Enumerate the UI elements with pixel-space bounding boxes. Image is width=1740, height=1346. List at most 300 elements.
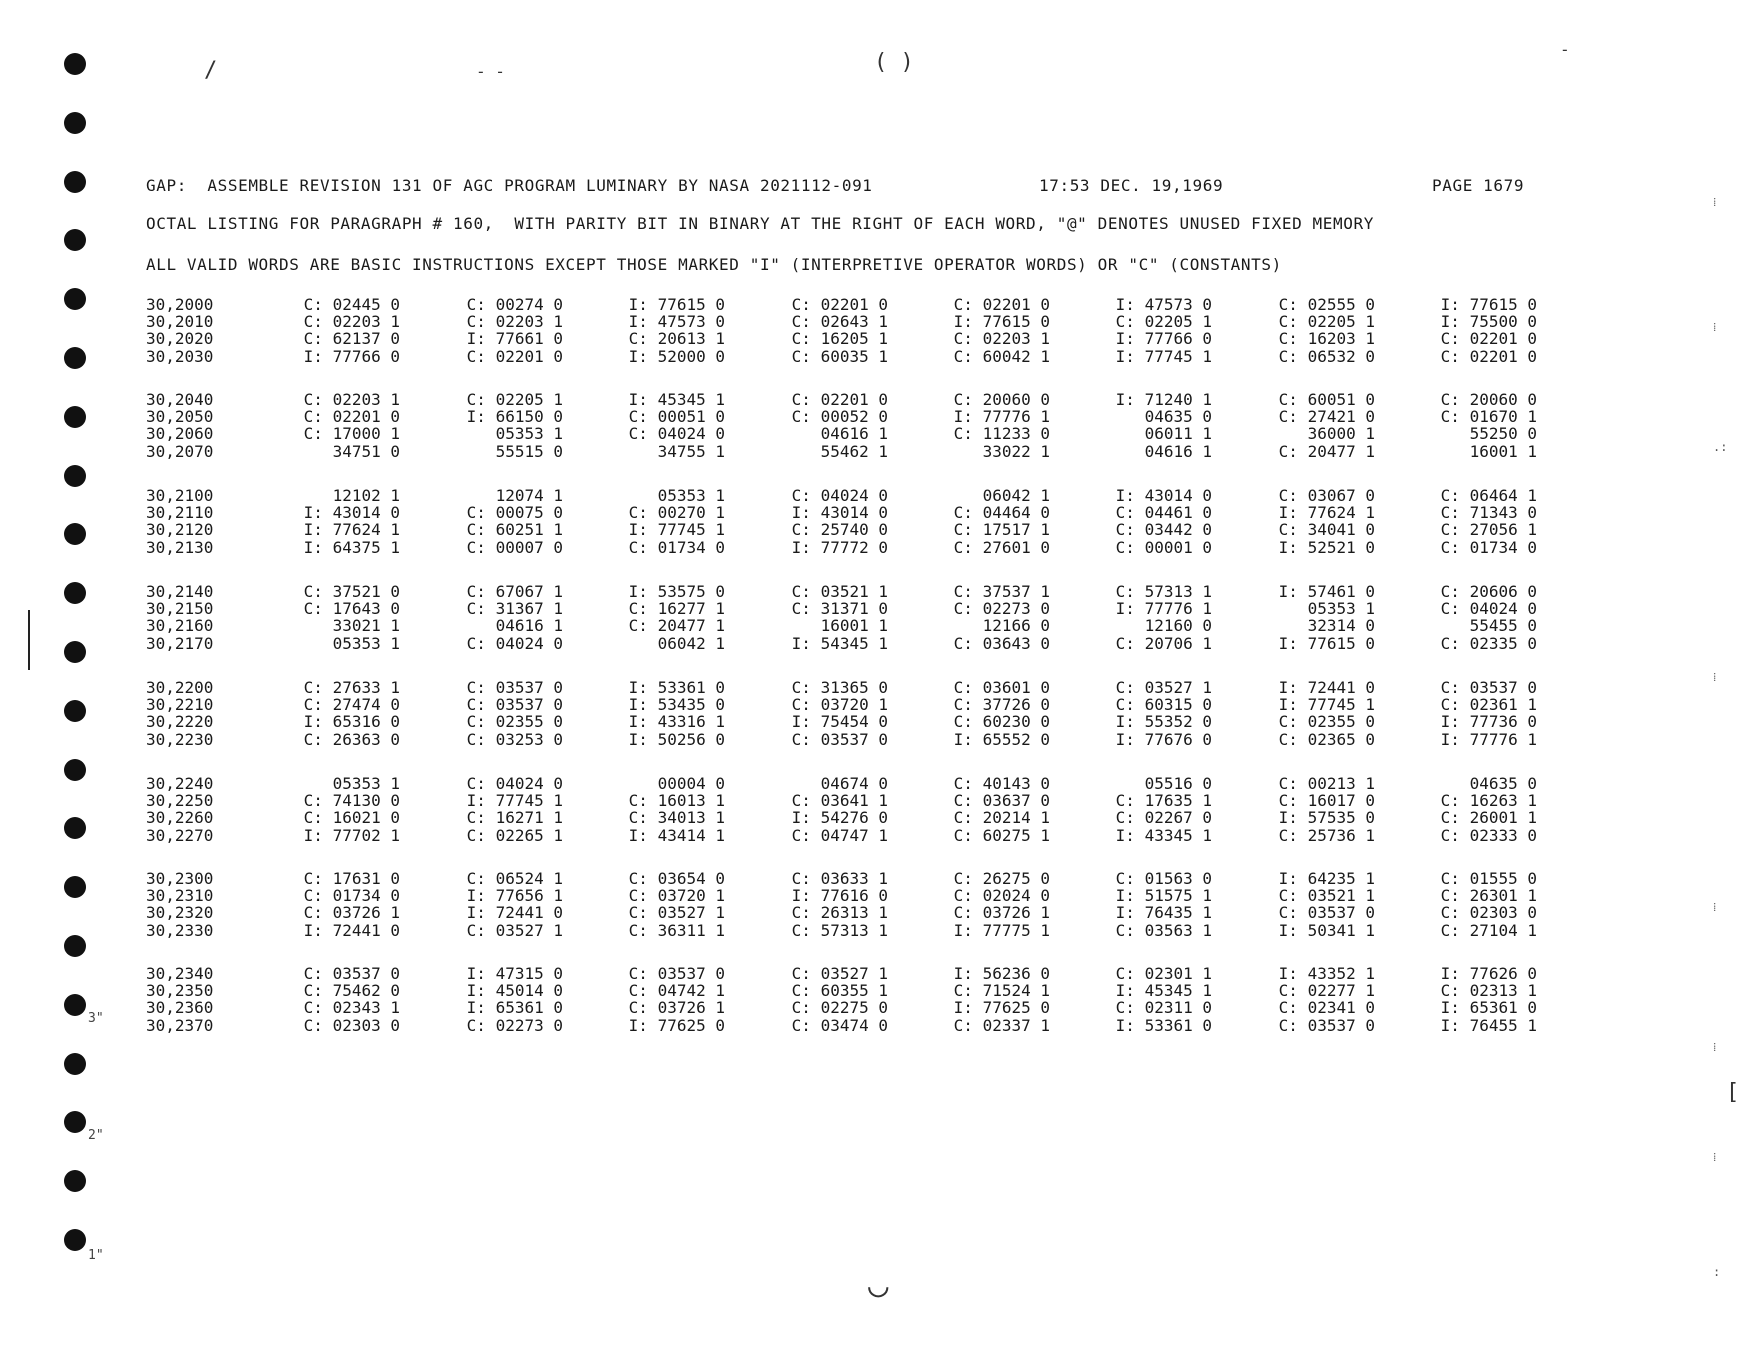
octal-word: C: 60275 1 (953, 826, 1050, 845)
octal-word: C: 20214 1 (953, 808, 1050, 827)
octal-word: C: 04024 0 (1440, 599, 1537, 618)
listing-row (146, 407, 1546, 424)
address-label: 30,2240 (146, 774, 214, 793)
listing-row (146, 582, 1546, 599)
address-label: 30,2230 (146, 730, 214, 749)
octal-word: C: 37537 1 (953, 582, 1050, 601)
octal-word: C: 20606 0 (1440, 582, 1537, 601)
octal-word: C: 60315 0 (1115, 695, 1212, 714)
octal-word: C: 02311 0 (1115, 998, 1212, 1017)
octal-word: I: 77766 0 (303, 347, 400, 366)
address-label: 30,2150 (146, 599, 214, 618)
octal-word: C: 03537 0 (1278, 903, 1375, 922)
octal-word: I: 56236 0 (953, 964, 1050, 983)
address-label: 30,2320 (146, 903, 214, 922)
edge-line (28, 610, 30, 670)
octal-word: C: 60230 0 (953, 712, 1050, 731)
address-label: 30,2130 (146, 538, 214, 557)
octal-word: 04616 1 (820, 424, 888, 443)
octal-word: C: 03726 1 (953, 903, 1050, 922)
octal-word: C: 62137 0 (303, 329, 400, 348)
punch-hole (64, 994, 86, 1016)
listing-row (146, 774, 1546, 791)
punch-hole (64, 876, 86, 898)
octal-word: C: 26301 1 (1440, 886, 1537, 905)
listing-row (146, 886, 1546, 903)
listing-row (146, 538, 1546, 555)
punch-hole (64, 288, 86, 310)
octal-word: C: 02303 0 (1440, 903, 1537, 922)
octal-word: C: 04461 0 (1115, 503, 1212, 522)
octal-word: I: 53361 0 (1115, 1016, 1212, 1035)
octal-word: I: 77775 1 (953, 921, 1050, 940)
address-label: 30,2040 (146, 390, 214, 409)
listing-row (146, 390, 1546, 407)
punch-hole (64, 817, 86, 839)
octal-word: C: 03521 1 (791, 582, 888, 601)
octal-word: I: 47315 0 (466, 964, 563, 983)
octal-word: C: 16013 1 (628, 791, 725, 810)
octal-word: C: 02203 1 (303, 312, 400, 331)
octal-word: C: 02355 0 (1278, 712, 1375, 731)
listing-row (146, 295, 1546, 312)
octal-word: I: 43352 1 (1278, 964, 1375, 983)
octal-word: C: 20060 0 (1440, 390, 1537, 409)
octal-word: 36000 1 (1307, 424, 1375, 443)
octal-word: C: 03641 1 (791, 791, 888, 810)
octal-word: I: 77702 1 (303, 826, 400, 845)
octal-word: C: 60251 1 (466, 520, 563, 539)
octal-word: C: 02024 0 (953, 886, 1050, 905)
octal-word: C: 06524 1 (466, 869, 563, 888)
octal-word: C: 34013 1 (628, 808, 725, 827)
octal-word: C: 02203 1 (303, 390, 400, 409)
octal-word: 05353 1 (332, 774, 400, 793)
octal-word: C: 00270 1 (628, 503, 725, 522)
octal-word: I: 43014 0 (1115, 486, 1212, 505)
address-label: 30,2200 (146, 678, 214, 697)
octal-word: C: 26313 1 (791, 903, 888, 922)
listing-row (146, 599, 1546, 616)
stray-mark: ( ) (874, 50, 914, 75)
octal-word: C: 06532 0 (1278, 347, 1375, 366)
octal-word: C: 71524 1 (953, 981, 1050, 1000)
punch-hole (64, 1053, 86, 1075)
octal-word: C: 03527 1 (791, 964, 888, 983)
octal-word: I: 52000 0 (628, 347, 725, 366)
punch-hole (64, 171, 86, 193)
octal-word: C: 36311 1 (628, 921, 725, 940)
octal-word: C: 03563 1 (1115, 921, 1212, 940)
octal-word: I: 64235 1 (1278, 869, 1375, 888)
octal-word: C: 02201 0 (953, 295, 1050, 314)
octal-word: C: 03537 0 (1278, 1016, 1375, 1035)
address-label: 30,2360 (146, 998, 214, 1017)
address-label: 30,2100 (146, 486, 214, 505)
octal-word: I: 75500 0 (1440, 312, 1537, 331)
address-label: 30,2300 (146, 869, 214, 888)
punch-hole (64, 1111, 86, 1133)
octal-word: I: 77776 1 (1115, 599, 1212, 618)
octal-word: C: 20706 1 (1115, 634, 1212, 653)
octal-word: C: 31367 1 (466, 599, 563, 618)
octal-word: I: 57461 0 (1278, 582, 1375, 601)
octal-word: C: 02265 1 (466, 826, 563, 845)
listing-row (146, 678, 1546, 695)
octal-word: I: 50256 0 (628, 730, 725, 749)
octal-word: C: 60035 1 (791, 347, 888, 366)
octal-word: I: 77626 0 (1440, 964, 1537, 983)
octal-word: C: 31371 0 (791, 599, 888, 618)
address-label: 30,2250 (146, 791, 214, 810)
octal-word: C: 20477 1 (1278, 442, 1375, 461)
octal-word: C: 20060 0 (953, 390, 1050, 409)
address-label: 30,2170 (146, 634, 214, 653)
octal-word: C: 03537 0 (628, 964, 725, 983)
octal-word: C: 67067 1 (466, 582, 563, 601)
octal-word: 33022 1 (982, 442, 1050, 461)
octal-word: C: 01734 0 (1440, 538, 1537, 557)
address-label: 30,2330 (146, 921, 214, 940)
octal-word: C: 17631 0 (303, 869, 400, 888)
address-label: 30,2120 (146, 520, 214, 539)
octal-word: 34751 0 (332, 442, 400, 461)
octal-word: I: 51575 1 (1115, 886, 1212, 905)
octal-word: 12160 0 (1144, 616, 1212, 635)
octal-word: 00004 0 (657, 774, 725, 793)
octal-word: C: 03654 0 (628, 869, 725, 888)
edge-mark: .: (1713, 440, 1728, 454)
octal-word: I: 47573 0 (1115, 295, 1212, 314)
octal-word: C: 03253 0 (466, 730, 563, 749)
octal-word: I: 77656 1 (466, 886, 563, 905)
octal-word: C: 03637 0 (953, 791, 1050, 810)
octal-word: I: 77776 1 (953, 407, 1050, 426)
margin-mark-2: 2" (88, 1128, 104, 1143)
punch-hole (64, 229, 86, 251)
octal-word: C: 04024 0 (466, 634, 563, 653)
octal-word: C: 03527 1 (1115, 678, 1212, 697)
octal-word: 55515 0 (495, 442, 563, 461)
octal-word: I: 77766 0 (1115, 329, 1212, 348)
edge-bracket: [ (1726, 1080, 1740, 1105)
octal-word: I: 77745 1 (628, 520, 725, 539)
listing-row (146, 347, 1546, 364)
octal-word: C: 02205 1 (1278, 312, 1375, 331)
octal-word: C: 27056 1 (1440, 520, 1537, 539)
octal-word: C: 02337 1 (953, 1016, 1050, 1035)
octal-word: 55250 0 (1469, 424, 1537, 443)
octal-word: C: 03726 1 (628, 998, 725, 1017)
punch-hole (64, 53, 86, 75)
octal-word: I: 72441 0 (1278, 678, 1375, 697)
octal-word: I: 77616 0 (791, 886, 888, 905)
octal-word: 05353 1 (657, 486, 725, 505)
octal-word: 33021 1 (332, 616, 400, 635)
octal-word: C: 02201 0 (466, 347, 563, 366)
octal-word: C: 16205 1 (791, 329, 888, 348)
octal-word: I: 77736 0 (1440, 712, 1537, 731)
octal-word: C: 60051 0 (1278, 390, 1375, 409)
listing-row (146, 486, 1546, 503)
listing-row (146, 730, 1546, 747)
octal-word: I: 53361 0 (628, 678, 725, 697)
octal-word: I: 53435 0 (628, 695, 725, 714)
address-label: 30,2260 (146, 808, 214, 827)
header-page-number: PAGE 1679 (1432, 176, 1525, 195)
octal-word: C: 04024 0 (466, 774, 563, 793)
octal-word: I: 43014 0 (303, 503, 400, 522)
address-label: 30,2020 (146, 329, 214, 348)
address-label: 30,2030 (146, 347, 214, 366)
octal-word: I: 77615 0 (953, 312, 1050, 331)
octal-word: 05353 1 (1307, 599, 1375, 618)
octal-word: C: 02335 0 (1440, 634, 1537, 653)
octal-word: C: 37726 0 (953, 695, 1050, 714)
octal-word: C: 03720 1 (628, 886, 725, 905)
address-label: 30,2220 (146, 712, 214, 731)
octal-word: C: 17643 0 (303, 599, 400, 618)
listing-row (146, 520, 1546, 537)
octal-word: C: 02267 0 (1115, 808, 1212, 827)
punch-hole (64, 1170, 86, 1192)
octal-word: I: 55352 0 (1115, 712, 1212, 731)
octal-word: C: 02201 0 (1440, 347, 1537, 366)
octal-word: I: 77745 1 (1115, 347, 1212, 366)
address-label: 30,2110 (146, 503, 214, 522)
header-line-2: OCTAL LISTING FOR PARAGRAPH # 160, WITH PARITY BIT IN BINARY AT THE RIGHT OF EACH WORD, "@" DENOTES UNUSED FIXED MEMORY (146, 214, 1374, 233)
octal-word: 16001 1 (820, 616, 888, 635)
octal-word: C: 74130 0 (303, 791, 400, 810)
octal-word: C: 03537 0 (303, 964, 400, 983)
octal-word: C: 03067 0 (1278, 486, 1375, 505)
margin-mark-1: 1" (88, 1248, 104, 1263)
octal-word: I: 50341 1 (1278, 921, 1375, 940)
octal-word: C: 02445 0 (303, 295, 400, 314)
listing-row (146, 869, 1546, 886)
octal-word: C: 03521 1 (1278, 886, 1375, 905)
octal-word: I: 77776 1 (1440, 730, 1537, 749)
edge-mark: : (1713, 1265, 1721, 1279)
octal-word: I: 47573 0 (628, 312, 725, 331)
octal-word: C: 02203 1 (466, 312, 563, 331)
octal-word: I: 77615 0 (1440, 295, 1537, 314)
octal-word: C: 16271 1 (466, 808, 563, 827)
octal-word: 05516 0 (1144, 774, 1212, 793)
address-label: 30,2070 (146, 442, 214, 461)
octal-word: I: 54345 1 (791, 634, 888, 653)
stray-mark: ◡ (868, 1265, 889, 1305)
stray-mark: - (1560, 40, 1570, 59)
octal-word: C: 02355 0 (466, 712, 563, 731)
listing-row (146, 998, 1546, 1015)
octal-word: I: 45014 0 (466, 981, 563, 1000)
octal-word: I: 65361 0 (1440, 998, 1537, 1017)
listing-row (146, 503, 1546, 520)
octal-word: I: 77625 0 (628, 1016, 725, 1035)
octal-word: I: 64375 1 (303, 538, 400, 557)
octal-word: C: 02313 1 (1440, 981, 1537, 1000)
octal-word: C: 02273 0 (466, 1016, 563, 1035)
octal-word: C: 00001 0 (1115, 538, 1212, 557)
octal-word: C: 34041 0 (1278, 520, 1375, 539)
octal-word: 32314 0 (1307, 616, 1375, 635)
punch-hole (64, 406, 86, 428)
octal-word: 05353 1 (495, 424, 563, 443)
octal-word: C: 03537 0 (791, 730, 888, 749)
octal-word: C: 02643 1 (791, 312, 888, 331)
edge-mark: ⁞ (1713, 900, 1717, 914)
octal-word: C: 71343 0 (1440, 503, 1537, 522)
octal-word: 05353 1 (332, 634, 400, 653)
octal-word: C: 20613 1 (628, 329, 725, 348)
octal-word: I: 77615 0 (1278, 634, 1375, 653)
octal-word: I: 77676 0 (1115, 730, 1212, 749)
octal-word: C: 16203 1 (1278, 329, 1375, 348)
listing-row (146, 616, 1546, 633)
punch-hole (64, 759, 86, 781)
listing-row (146, 921, 1546, 938)
octal-word: C: 02205 1 (1115, 312, 1212, 331)
octal-word: C: 17517 1 (953, 520, 1050, 539)
octal-word: 04616 1 (495, 616, 563, 635)
listing-row (146, 964, 1546, 981)
octal-word: C: 01563 0 (1115, 869, 1212, 888)
octal-word: C: 00052 0 (791, 407, 888, 426)
listing-row (146, 695, 1546, 712)
listing-row (146, 634, 1546, 651)
octal-word: I: 54276 0 (791, 808, 888, 827)
octal-word: I: 77661 0 (466, 329, 563, 348)
octal-word: C: 04024 0 (791, 486, 888, 505)
address-label: 30,2160 (146, 616, 214, 635)
header-line-3: ALL VALID WORDS ARE BASIC INSTRUCTIONS EXCEPT THOSE MARKED "I" (INTERPRETIVE OPERATOR WORDS) OR "C" (CONSTANTS) (146, 255, 1282, 274)
octal-word: I: 43014 0 (791, 503, 888, 522)
punch-hole (64, 347, 86, 369)
octal-word: C: 00051 0 (628, 407, 725, 426)
punch-hole (64, 465, 86, 487)
octal-word: C: 01555 0 (1440, 869, 1537, 888)
octal-word: I: 75454 0 (791, 712, 888, 731)
octal-word: 34755 1 (657, 442, 725, 461)
octal-word: I: 65361 0 (466, 998, 563, 1017)
octal-word: C: 03527 1 (466, 921, 563, 940)
octal-word: 04674 0 (820, 774, 888, 793)
octal-word: C: 04742 1 (628, 981, 725, 1000)
listing-row (146, 808, 1546, 825)
octal-word: I: 43345 1 (1115, 826, 1212, 845)
listing-row (146, 424, 1546, 441)
octal-word: I: 77615 0 (628, 295, 725, 314)
address-label: 30,2050 (146, 407, 214, 426)
octal-word: I: 57535 0 (1278, 808, 1375, 827)
octal-word: I: 43316 1 (628, 712, 725, 731)
edge-mark: ⁞ (1713, 320, 1717, 334)
listing-row (146, 791, 1546, 808)
edge-mark: ⁞ (1713, 670, 1717, 684)
listing-row (146, 1016, 1546, 1033)
octal-word: I: 76435 1 (1115, 903, 1212, 922)
octal-word: C: 31365 0 (791, 678, 888, 697)
edge-mark: ⁞ (1713, 195, 1717, 209)
octal-word: C: 00075 0 (466, 503, 563, 522)
punch-hole (64, 523, 86, 545)
octal-word: C: 20477 1 (628, 616, 725, 635)
address-label: 30,2350 (146, 981, 214, 1000)
octal-word: C: 02361 1 (1440, 695, 1537, 714)
octal-word: 04635 0 (1469, 774, 1537, 793)
punch-hole (64, 112, 86, 134)
address-label: 30,2060 (146, 424, 214, 443)
octal-word: I: 65552 0 (953, 730, 1050, 749)
octal-word: C: 02201 0 (791, 295, 888, 314)
octal-word: C: 03726 1 (303, 903, 400, 922)
punch-hole (64, 935, 86, 957)
address-label: 30,2000 (146, 295, 214, 314)
octal-word: I: 45345 1 (628, 390, 725, 409)
octal-word: C: 02277 1 (1278, 981, 1375, 1000)
octal-word: C: 57313 1 (791, 921, 888, 940)
stray-mark: / (204, 58, 218, 83)
octal-word: C: 03537 0 (1440, 678, 1537, 697)
octal-word: C: 03601 0 (953, 678, 1050, 697)
octal-word: C: 03537 0 (466, 678, 563, 697)
octal-word: I: 45345 1 (1115, 981, 1212, 1000)
octal-word: C: 04747 1 (791, 826, 888, 845)
octal-word: 04635 0 (1144, 407, 1212, 426)
octal-word: C: 60355 1 (791, 981, 888, 1000)
punch-hole (64, 582, 86, 604)
octal-word: C: 02273 0 (953, 599, 1050, 618)
octal-word: 16001 1 (1469, 442, 1537, 461)
octal-word: C: 03442 0 (1115, 520, 1212, 539)
octal-word: 55462 1 (820, 442, 888, 461)
octal-word: 12102 1 (332, 486, 400, 505)
edge-mark: ⁞ (1713, 1150, 1717, 1164)
octal-word: I: 53575 0 (628, 582, 725, 601)
address-label: 30,2270 (146, 826, 214, 845)
octal-word: C: 04024 0 (628, 424, 725, 443)
octal-word: C: 25740 0 (791, 520, 888, 539)
octal-word: C: 03633 1 (791, 869, 888, 888)
address-label: 30,2140 (146, 582, 214, 601)
octal-word: C: 03537 0 (466, 695, 563, 714)
octal-word: C: 02555 0 (1278, 295, 1375, 314)
octal-word: C: 02201 0 (791, 390, 888, 409)
punch-hole (64, 641, 86, 663)
octal-word: C: 75462 0 (303, 981, 400, 1000)
octal-word: 55455 0 (1469, 616, 1537, 635)
octal-word: C: 02201 0 (1440, 329, 1537, 348)
octal-word: C: 00213 1 (1278, 774, 1375, 793)
octal-word: C: 57313 1 (1115, 582, 1212, 601)
octal-word: C: 02303 0 (303, 1016, 400, 1035)
octal-word: C: 06464 1 (1440, 486, 1537, 505)
octal-word: C: 03720 1 (791, 695, 888, 714)
octal-word: C: 27474 0 (303, 695, 400, 714)
margin-mark-3: 3" (88, 1011, 104, 1026)
octal-word: C: 27421 0 (1278, 407, 1375, 426)
address-label: 30,2370 (146, 1016, 214, 1035)
address-label: 30,2210 (146, 695, 214, 714)
octal-word: I: 77745 1 (466, 791, 563, 810)
octal-word: C: 25736 1 (1278, 826, 1375, 845)
octal-word: I: 77624 1 (1278, 503, 1375, 522)
octal-word: C: 11233 0 (953, 424, 1050, 443)
octal-word: C: 27601 0 (953, 538, 1050, 557)
punch-hole (64, 1229, 86, 1251)
octal-word: 06011 1 (1144, 424, 1212, 443)
